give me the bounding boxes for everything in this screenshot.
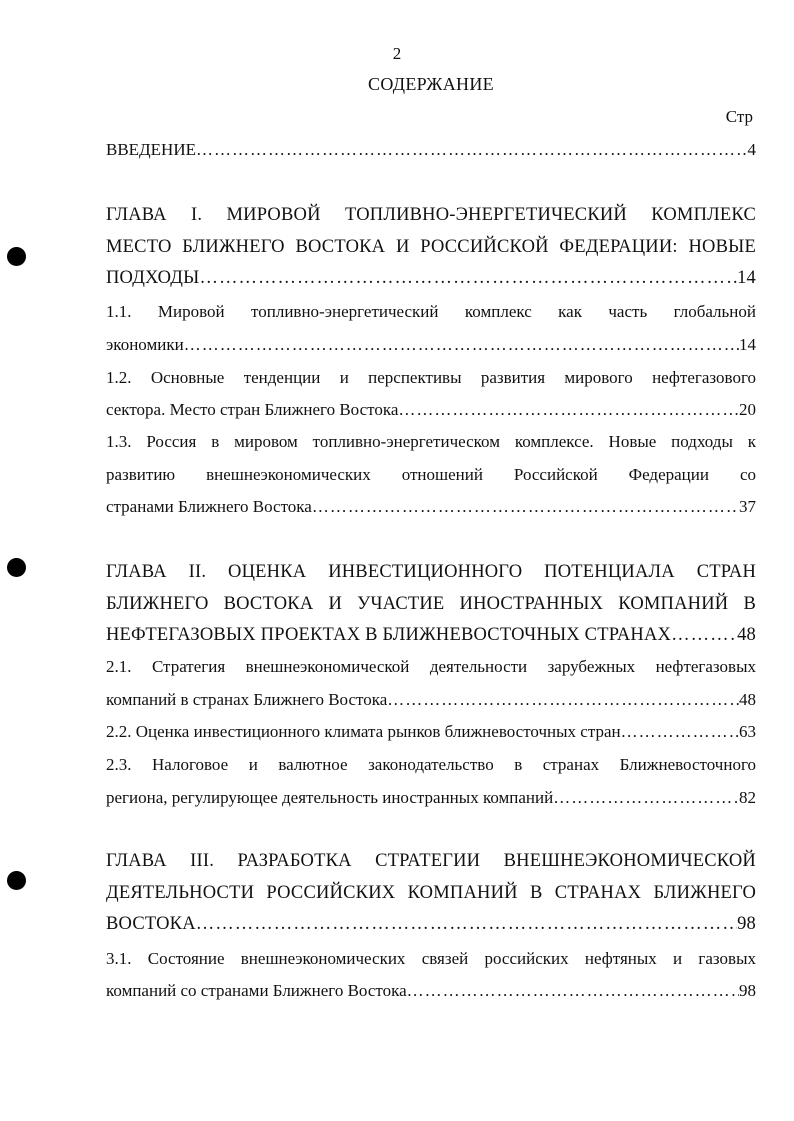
toc-chapter-1-line-3[interactable] bbox=[106, 266, 756, 290]
toc-section-1-3-line-2[interactable]: развитию внешнеэкономических отношений Российской Федерации со bbox=[106, 465, 756, 484]
toc-section-2-1-line-1[interactable]: 2.1. Стратегия внешнеэкономической деятельности зарубежных нефтегазовых bbox=[106, 657, 756, 676]
toc-page-number: 82 bbox=[739, 788, 756, 807]
leader-dots bbox=[671, 623, 737, 647]
toc-entry-title: экономики bbox=[106, 335, 184, 354]
toc-section-2-2[interactable] bbox=[106, 721, 756, 743]
toc-entry-title: ПОДХОДЫ bbox=[106, 268, 200, 288]
toc-entry-title: 2.2. Оценка инвестиционного климата рынков ближневосточных стран bbox=[106, 722, 621, 741]
toc-chapter-3-line-3[interactable] bbox=[106, 912, 756, 936]
toc-entry-title: странами Ближнего Востока bbox=[106, 497, 312, 516]
leader-dots bbox=[398, 399, 739, 421]
toc-entry-title: ВВЕДЕНИЕ bbox=[106, 140, 196, 159]
toc-entry-title: компаний со странами Ближнего Востока bbox=[106, 981, 407, 1000]
toc-entry-title: сектора. Место стран Ближнего Востока bbox=[106, 400, 399, 419]
toc-chapter-1-line-2[interactable]: МЕСТО БЛИЖНЕГО ВОСТОКА И РОССИЙСКОЙ ФЕДЕРАЦИИ: НОВЫЕ bbox=[106, 237, 756, 257]
page-column-label: Стр bbox=[725, 107, 753, 126]
leader-dots bbox=[312, 496, 739, 518]
toc-page-number: 14 bbox=[739, 335, 756, 354]
punch-hole-mark bbox=[7, 871, 26, 890]
toc-section-1-3-line-1[interactable]: 1.3. Россия в мировом топливно-энергетическом комплексе. Новые подходы к bbox=[106, 432, 756, 451]
toc-page-number: 14 bbox=[737, 268, 756, 288]
toc-section-3-1-line-2[interactable] bbox=[106, 980, 756, 1002]
toc-page-number: 98 bbox=[739, 981, 756, 1000]
page-number: 2 bbox=[392, 44, 402, 63]
toc-page-number: 98 bbox=[737, 914, 756, 934]
toc-page-number: 48 bbox=[737, 625, 756, 645]
leader-dots bbox=[553, 787, 739, 809]
toc-chapter-2-line-2[interactable]: БЛИЖНЕГО ВОСТОКА И УЧАСТИЕ ИНОСТРАННЫХ КОМПАНИЙ В bbox=[106, 594, 756, 614]
leader-dots bbox=[196, 139, 748, 161]
toc-section-1-1-line-1[interactable]: 1.1. Мировой топливно-энергетический комплекс как часть глобальной bbox=[106, 302, 756, 321]
toc-entry-title: ВОСТОКА bbox=[106, 914, 196, 934]
leader-dots bbox=[621, 721, 739, 743]
toc-section-1-1-line-2[interactable] bbox=[106, 334, 756, 356]
toc-page-number: 63 bbox=[739, 722, 756, 741]
toc-chapter-3-line-2[interactable]: ДЕЯТЕЛЬНОСТИ РОССИЙСКИХ КОМПАНИЙ В СТРАНАХ БЛИЖНЕГО bbox=[106, 883, 756, 903]
page-title: СОДЕРЖАНИЕ bbox=[368, 74, 494, 94]
leader-dots bbox=[407, 980, 739, 1002]
toc-chapter-2-line-1[interactable]: ГЛАВА II. ОЦЕНКА ИНВЕСТИЦИОННОГО ПОТЕНЦИАЛА СТРАН bbox=[106, 562, 756, 582]
toc-section-2-1-line-2[interactable] bbox=[106, 689, 756, 711]
toc-chapter-3-line-1[interactable]: ГЛАВА III. РАЗРАБОТКА СТРАТЕГИИ ВНЕШНЕЭКОНОМИЧЕСКОЙ bbox=[106, 851, 756, 871]
toc-chapter-2-line-3[interactable] bbox=[106, 623, 756, 647]
toc-section-1-3-line-3[interactable] bbox=[106, 496, 756, 518]
toc-entry-title: НЕФТЕГАЗОВЫХ ПРОЕКТАХ В БЛИЖНЕВОСТОЧНЫХ СТРАНАХ bbox=[106, 625, 672, 645]
toc-page-number: 4 bbox=[747, 140, 756, 159]
toc-entry-title: компаний в странах Ближнего Востока bbox=[106, 690, 388, 709]
toc-section-3-1-line-1[interactable]: 3.1. Состояние внешнеэкономических связей российских нефтяных и газовых bbox=[106, 949, 756, 968]
leader-dots bbox=[387, 689, 739, 711]
toc-page-number: 20 bbox=[739, 400, 756, 419]
toc-section-1-2-line-2[interactable] bbox=[106, 399, 756, 421]
toc-entry-introduction[interactable] bbox=[106, 139, 756, 161]
leader-dots bbox=[184, 334, 739, 356]
toc-section-2-3-line-1[interactable]: 2.3. Налоговое и валютное законодательство в странах Ближневосточного bbox=[106, 755, 756, 774]
toc-entry-title: региона, регулирующее деятельность иностранных компаний bbox=[106, 788, 554, 807]
toc-page-number: 37 bbox=[739, 497, 756, 516]
punch-hole-mark bbox=[7, 558, 26, 577]
leader-dots bbox=[199, 266, 737, 290]
toc-section-2-3-line-2[interactable] bbox=[106, 787, 756, 809]
punch-hole-mark bbox=[7, 247, 26, 266]
toc-section-1-2-line-1[interactable]: 1.2. Основные тенденции и перспективы развития мирового нефтегазового bbox=[106, 368, 756, 387]
toc-chapter-1-line-1[interactable]: ГЛАВА I. МИРОВОЙ ТОПЛИВНО-ЭНЕРГЕТИЧЕСКИЙ КОМПЛЕКС bbox=[106, 205, 756, 225]
toc-page-number: 48 bbox=[739, 690, 756, 709]
leader-dots bbox=[196, 912, 737, 936]
